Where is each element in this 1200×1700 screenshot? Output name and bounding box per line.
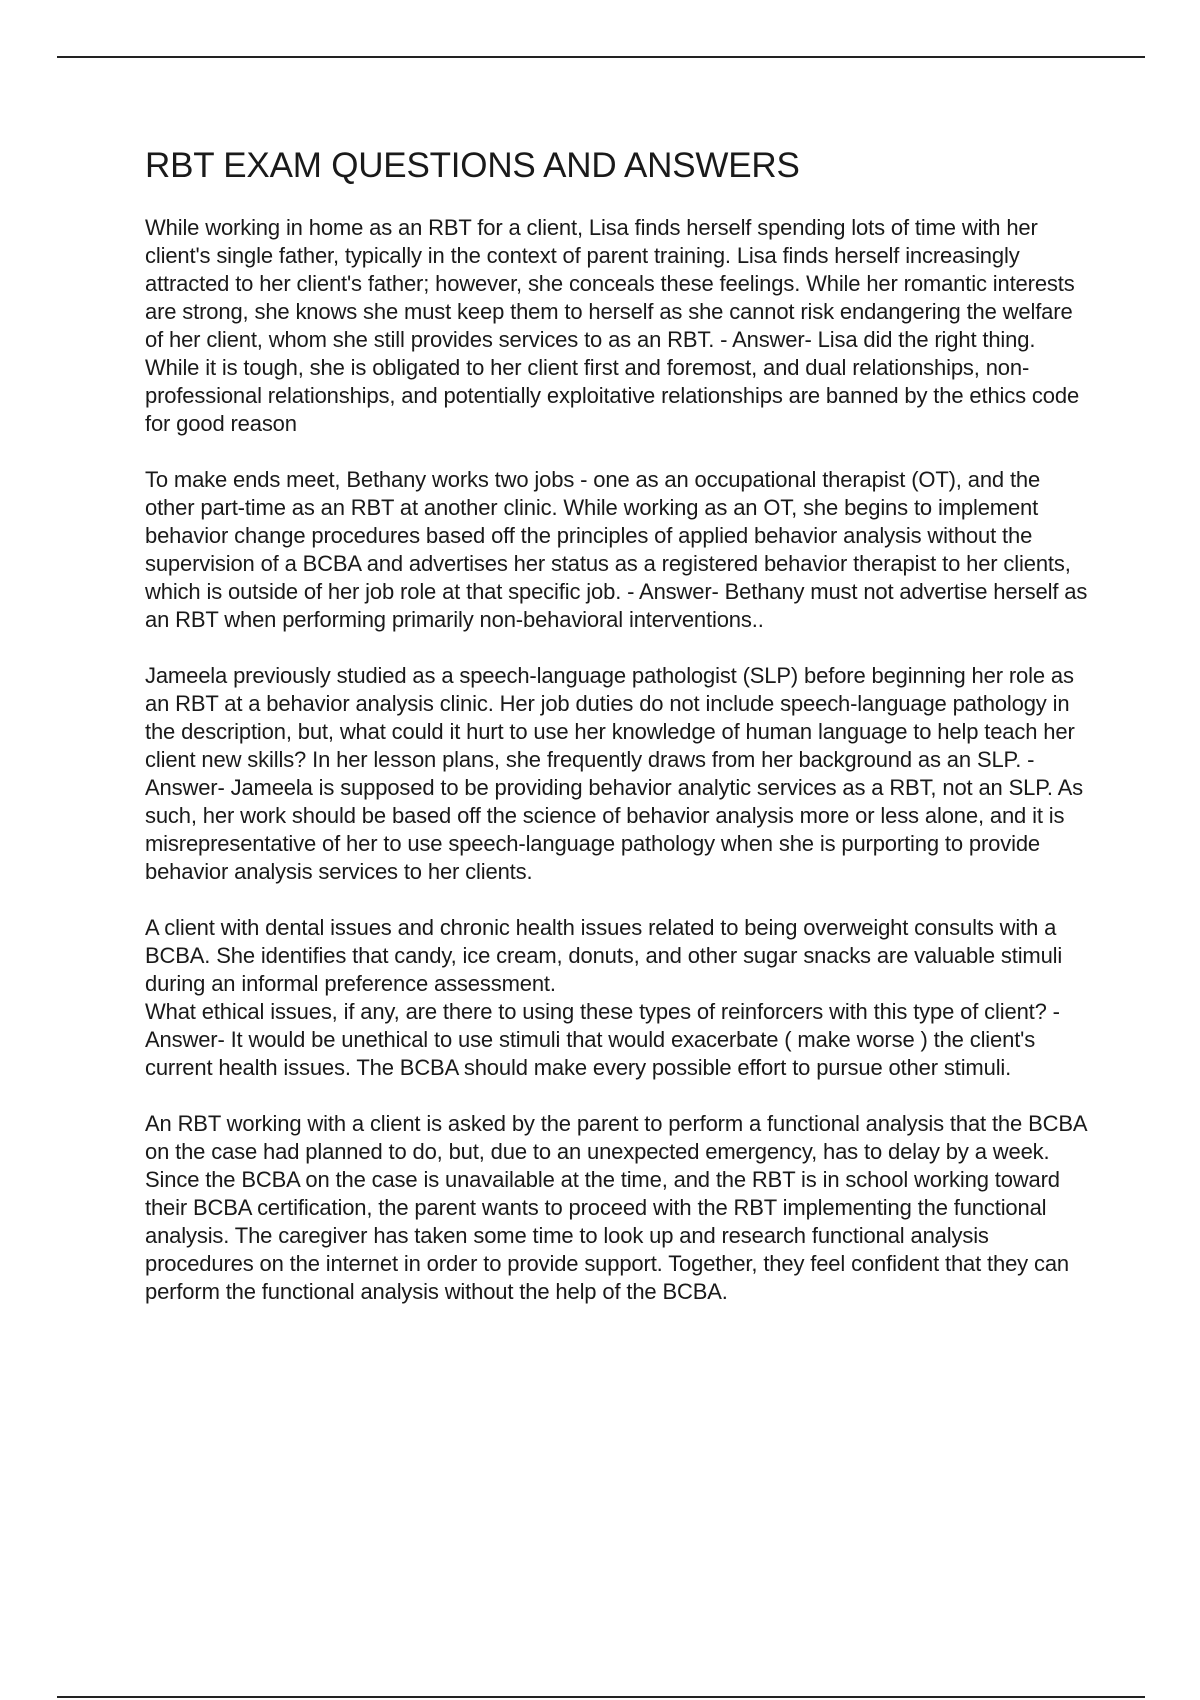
- qa-entry-1: [145, 214, 1095, 438]
- qa-entry-text: What ethical issues, if any, are there to using these types of reinforcers with this type of client? - Answer- It would be unethical to use stimuli that would exacerbate ( make worse ) the client's current health issues. The BCBA should make every possible effort to pursue other stimuli.: [145, 999, 1060, 1080]
- qa-entry-2: [145, 466, 1095, 634]
- top-rule: [57, 56, 1145, 58]
- qa-entry-text: Jameela previously studied as a speech-language pathologist (SLP) before beginning her role as an RBT at a behavior analysis clinic. Her job duties do not include speech-language pathology in the description, but, what could it hurt to use her knowledge of human language to help teach her client new skills? In her lesson plans, she frequently draws from her background as an SLP. - Answer- Jameela is supposed to be providing behavior analytic services as a RBT, not an SLP. As such, her work should be based off the science of behavior analysis more or less alone, and it is misrepresentative of her to use speech-language pathology when she is purporting to provide behavior analysis services to her clients.: [145, 663, 1083, 884]
- qa-entry-text: While working in home as an RBT for a client, Lisa finds herself spending lots of time with her client's single father, typically in the context of parent training. Lisa finds herself increasingly attracted to her client's father; however, she conceals these feelings. While her romantic interests are strong, she knows she must keep them to herself as she cannot risk endangering the welfare of her client, whom she still provides services to as an RBT. - Answer- Lisa did the right thing. While it is tough, she is obligated to her client first and foremost, and dual relationships, non-professional relationships, and potentially exploitative relationships are banned by the ethics code for good reason: [145, 215, 1080, 436]
- qa-entry-text: An RBT working with a client is asked by the parent to perform a functional analysis that the BCBA on the case had planned to do, but, due to an unexpected emergency, has to delay by a week.: [145, 1111, 1087, 1164]
- qa-entry-3: [145, 662, 1095, 886]
- qa-entry-text: A client with dental issues and chronic health issues related to being overweight consults with a BCBA. She identifies that candy, ice cream, donuts, and other sugar snacks are valuable stimuli during an informal preference assessment.: [145, 915, 1063, 996]
- qa-entry-text: Since the BCBA on the case is unavailable at the time, and the RBT is in school working toward their BCBA certification, the parent wants to proceed with the RBT implementing the functional analysis. The caregiver has taken some time to look up and research functional analysis procedures on the internet in order to provide support. Together, they feel confident that they can perform the functional analysis without the help of the BCBA.: [145, 1167, 1070, 1304]
- qa-entry-4: [145, 914, 1095, 1082]
- document-title: RBT EXAM QUESTIONS AND ANSWERS: [145, 146, 800, 185]
- document-body: [145, 140, 1095, 1334]
- qa-entry-5: [145, 1110, 1095, 1306]
- qa-entry-text: To make ends meet, Bethany works two jobs - one as an occupational therapist (OT), and the other part-time as an RBT at another clinic. While working as an OT, she begins to implement behavior change procedures based off the principles of applied behavior analysis without the supervision of a BCBA and advertises her status as a registered behavior therapist to her clients, which is outside of her job role at that specific job. - Answer- Bethany must not advertise herself as an RBT when performing primarily non-behavioral interventions..: [145, 467, 1088, 632]
- bottom-rule: [57, 1696, 1145, 1698]
